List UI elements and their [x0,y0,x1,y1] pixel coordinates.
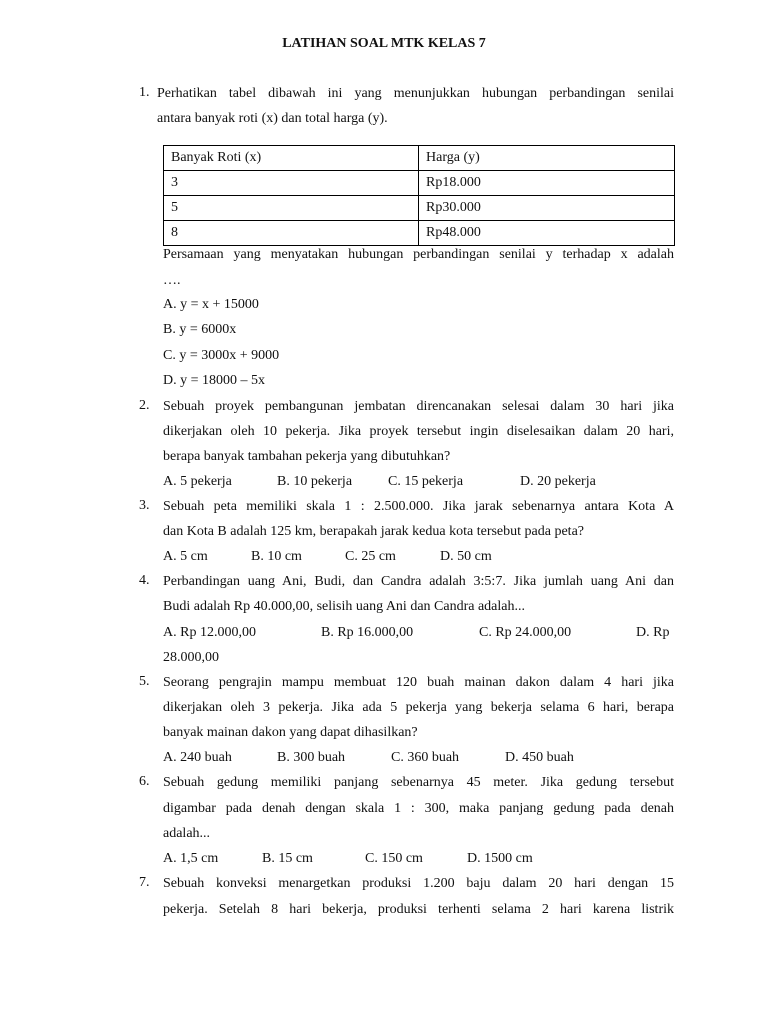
table-cell: 8 [164,221,419,246]
option-a: A. y = x + 15000 [163,297,259,312]
question-text: Sebuah gedung memiliki panjang sebenarnya 45 meter. Jika gedung tersebut [163,775,674,790]
page-title: LATIHAN SOAL MTK KELAS 7 [282,36,486,51]
table-row [164,221,675,246]
question-text: Sebuah konveksi menargetkan produksi 1.200 baju dalam 20 hari dengan 15 [163,876,674,891]
table-cell: Rp48.000 [419,221,675,246]
question-text: digambar pada denah dengan skala 1 : 300, maka panjang gedung pada denah [163,801,674,816]
table-cell: Rp30.000 [419,196,675,221]
option-d: D. 450 buah [505,750,574,765]
table-row [164,196,675,221]
question-number: 2. [139,398,150,413]
question-number: 3. [139,498,150,513]
option-d: D. 1500 cm [467,851,533,866]
table-cell: Rp18.000 [419,171,675,196]
option-c: C. 150 cm [365,851,423,866]
option-c: C. 360 buah [391,750,460,765]
table-row [164,171,675,196]
question-text: Perbandingan uang Ani, Budi, dan Candra adalah 3:5:7. Jika jumlah uang Ani dan [163,574,674,589]
question-number: 1. [139,85,150,100]
price-table [163,145,675,246]
option-c: C. 25 cm [345,549,396,564]
question-text: adalah... [163,826,211,841]
option-d-continued: 28.000,00 [163,650,219,665]
option-b: B. 300 buah [277,750,346,765]
question-text: Budi adalah Rp 40.000,00, selisih uang Ani dan Candra adalah... [163,599,525,614]
question-number: 6. [139,774,150,789]
question-text: Seorang pengrajin mampu membuat 120 buah mainan dakon dalam 4 hari jika [163,675,674,690]
option-b: B. Rp 16.000,00 [321,625,414,640]
table-header-row [164,146,675,171]
table-cell: 3 [164,171,419,196]
option-c: C. 15 pekerja [388,474,464,489]
option-a: A. Rp 12.000,00 [163,625,256,640]
option-d: D. Rp [636,625,670,640]
table-cell: 5 [164,196,419,221]
option-a: A. 240 buah [163,750,232,765]
option-a: A. 5 cm [163,549,208,564]
option-b: B. 10 pekerja [277,474,353,489]
question-text: …. [163,273,181,288]
option-c: C. Rp 24.000,00 [479,625,572,640]
question-text: dikerjakan oleh 10 pekerja. Jika proyek tersebut ingin diselesaikan dalam 20 hari, [163,424,674,439]
option-a: A. 5 pekerja [163,474,232,489]
question-text: Persamaan yang menyatakan hubungan perbandingan senilai y terhadap x adalah [163,247,674,262]
option-d: D. y = 18000 – 5x [163,373,266,388]
question-text: Sebuah peta memiliki skala 1 : 2.500.000. Jika jarak sebenarnya antara Kota A [163,499,674,514]
question-number: 4. [139,573,150,588]
option-d: D. 50 cm [440,549,492,564]
option-b: B. 15 cm [262,851,313,866]
question-text: Sebuah proyek pembangunan jembatan direncanakan selesai dalam 30 hari jika [163,399,674,414]
option-b: B. y = 6000x [163,322,237,337]
question-number: 5. [139,674,150,689]
option-d: D. 20 pekerja [520,474,596,489]
table-header-cell: Banyak Roti (x) [164,146,419,171]
question-text: berapa banyak tambahan pekerja yang dibutuhkan? [163,449,451,464]
table-header-cell: Harga (y) [419,146,675,171]
option-a: A. 1,5 cm [163,851,219,866]
question-text: pekerja. Setelah 8 hari bekerja, produksi terhenti selama 2 hari karena listrik [163,902,674,917]
question-text: banyak mainan dakon yang dapat dihasilkan? [163,725,418,740]
question-number: 7. [139,875,150,890]
question-text: dan Kota B adalah 125 km, berapakah jarak kedua kota tersebut pada peta? [163,524,584,539]
question-text: dikerjakan oleh 3 pekerja. Jika ada 5 pekerja yang bekerja selama 6 hari, berapa [163,700,674,715]
question-text: Perhatikan tabel dibawah ini yang menunjukkan hubungan perbandingan senilai [157,86,674,101]
option-c: C. y = 3000x + 9000 [163,348,280,363]
option-b: B. 10 cm [251,549,302,564]
question-text: antara banyak roti (x) dan total harga (y). [157,111,388,126]
